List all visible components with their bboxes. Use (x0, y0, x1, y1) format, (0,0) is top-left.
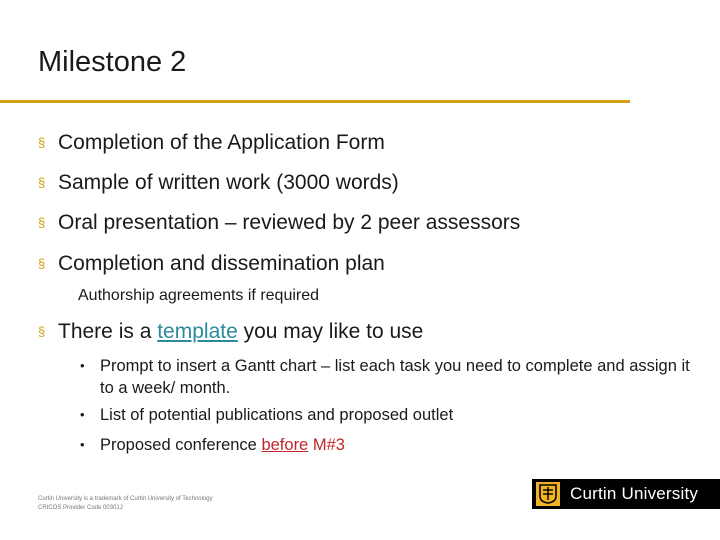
sub-bullet-dot-icon: • (80, 358, 85, 373)
authorship-note: Authorship agreements if required (78, 287, 320, 304)
bullet-text: Sample of written work (3000 words) (58, 171, 399, 194)
sub-bullet-item (80, 355, 690, 399)
bullet-marker-icon: § (38, 175, 46, 190)
bullet-text: Oral presentation – reviewed by 2 peer assessors (58, 211, 521, 234)
title-divider (0, 100, 630, 103)
curtin-logo (532, 479, 720, 509)
bullet-item (38, 131, 385, 155)
bullet-text: Completion and dissemination plan (58, 252, 385, 275)
bullet-marker-icon: § (38, 135, 46, 150)
milestone-ref: M#3 (308, 436, 345, 454)
bullet-item (38, 252, 385, 276)
template-link[interactable]: template (157, 320, 238, 343)
sub-bullet-text: Prompt to insert a Gantt chart – list each task you need to complete and assign it to a week/ month. (100, 357, 690, 397)
logo-text: Curtin University (570, 484, 699, 503)
template-bullet (38, 320, 423, 344)
bullet-marker-icon: § (38, 256, 46, 271)
sub-bullet-dot-icon: • (80, 407, 85, 422)
bullet-marker-icon: § (38, 324, 46, 339)
sub-bullet-text: List of potential publications and proposed outlet (100, 406, 454, 424)
curtin-crest-icon (536, 482, 560, 506)
footer-trademark: Curtin University is a trademark of Curtin University of Technology (38, 496, 213, 502)
emphasis-before: before (261, 436, 309, 454)
sub-bullet-item (80, 404, 690, 426)
sub-bullet-dot-icon: • (80, 437, 85, 452)
footer-legal (38, 495, 213, 513)
bullet-text: Completion of the Application Form (58, 131, 385, 154)
bullet-item (38, 211, 520, 235)
sub-bullet-text: Proposed conference before M#3 (100, 436, 345, 454)
slide-title: Milestone 2 (38, 46, 187, 78)
footer-cricos: CRICOS Provider Code 00301J (38, 505, 123, 511)
bullet-text: There is a template you may like to use (58, 320, 424, 343)
sub-bullet-item (80, 434, 690, 456)
bullet-item (38, 171, 399, 195)
bullet-marker-icon: § (38, 215, 46, 230)
